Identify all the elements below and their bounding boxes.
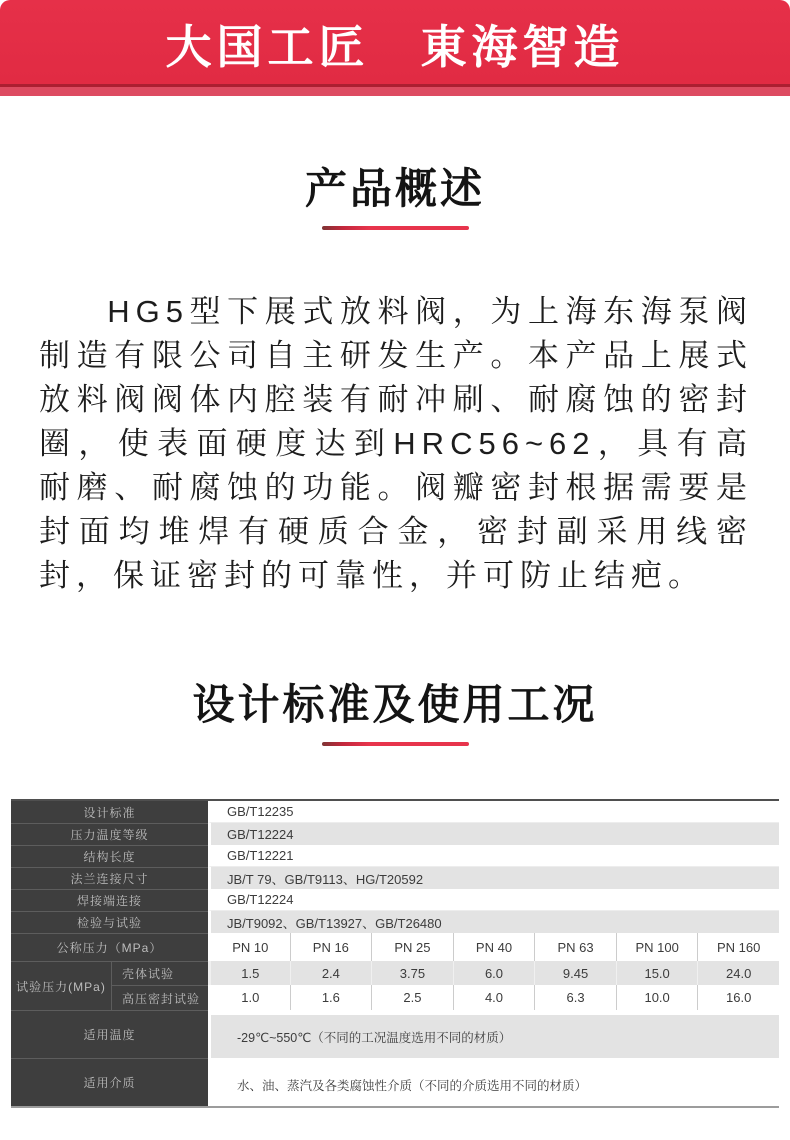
- overview-paragraph: HG5型下展式放料阀，为上海东海泵阀制造有限公司自主研发生产。本产品上展式放料阀阀体内腔装有耐冲刷、耐腐蚀的密封圈，使表面硬度达到HRC56~62，具有高耐磨、耐腐蚀的功能。阀瓣密封根据需要是封面均堆焊有硬质合金，密封副采用线密封，保证密封的可靠性，并可防止结疤。: [39, 294, 753, 593]
- seal-test-value: 4.0: [453, 985, 535, 1010]
- pn-cell: PN 160: [697, 933, 779, 961]
- condition-value: 水、油、蒸汽及各类腐蚀性介质（不同的介质选用不同的材质）: [208, 1058, 779, 1106]
- spec-row-label: 结构长度: [11, 845, 208, 867]
- pn-cell: PN 40: [453, 933, 535, 961]
- seal-test-value: 1.0: [208, 985, 290, 1010]
- seal-test-value: 16.0: [697, 985, 779, 1010]
- brand-banner-title: 大国工匠 東海智造: [165, 21, 625, 73]
- spec-row-label: 焊接端连接: [11, 889, 208, 911]
- shell-test-value: 9.45: [534, 961, 616, 985]
- seal-test-value: 6.3: [534, 985, 616, 1010]
- spec-row-label: 法兰连接尺寸: [11, 867, 208, 889]
- condition-value: -29℃~550℃（不同的工况温度选用不同的材质）: [208, 1010, 779, 1058]
- spec-row-label: 检验与试验: [11, 911, 208, 933]
- spec-row-label: 压力温度等级: [11, 823, 208, 845]
- nominal-pressure-label: 公称压力（MPa）: [11, 933, 208, 961]
- seal-test-value: 1.6: [290, 985, 372, 1010]
- overview-section-title: 产品概述: [304, 165, 485, 212]
- shell-test-value: 6.0: [453, 961, 535, 985]
- spec-row-label: 设计标准: [11, 801, 208, 823]
- pn-cell: PN 10: [208, 933, 290, 961]
- spec-row-value: GB/T12221: [208, 845, 779, 867]
- test-pressure-group-label: 试验压力(MPa): [11, 961, 111, 1010]
- brand-banner: [0, 0, 790, 96]
- spec-row-value: JB/T 79、GB/T9113、HG/T20592: [208, 867, 779, 889]
- pn-cell: PN 25: [371, 933, 453, 961]
- shell-test-label: 壳体试验: [111, 961, 208, 985]
- seal-test-value: 2.5: [371, 985, 453, 1010]
- overview-title-underline: [322, 226, 469, 230]
- spec-row-value: JB/T9092、GB/T13927、GB/T26480: [208, 911, 779, 933]
- spec-row-value: GB/T12235: [208, 801, 779, 823]
- seal-test-value: 10.0: [616, 985, 698, 1010]
- shell-test-value: 24.0: [697, 961, 779, 985]
- spec-row-value: GB/T12224: [208, 889, 779, 911]
- design-section-title: 设计标准及使用工况: [192, 681, 598, 728]
- pn-cell: PN 16: [290, 933, 372, 961]
- spec-row-value: GB/T12224: [208, 823, 779, 845]
- shell-test-value: 3.75: [371, 961, 453, 985]
- condition-label: 适用介质: [11, 1058, 208, 1106]
- seal-test-label: 高压密封试验: [111, 985, 208, 1010]
- shell-test-value: 1.5: [208, 961, 290, 985]
- shell-test-value: 2.4: [290, 961, 372, 985]
- pn-cell: PN 100: [616, 933, 698, 961]
- pn-cell: PN 63: [534, 933, 616, 961]
- design-title-underline: [322, 742, 469, 746]
- condition-label: 适用温度: [11, 1010, 208, 1058]
- spec-table: [11, 799, 779, 1108]
- shell-test-value: 15.0: [616, 961, 698, 985]
